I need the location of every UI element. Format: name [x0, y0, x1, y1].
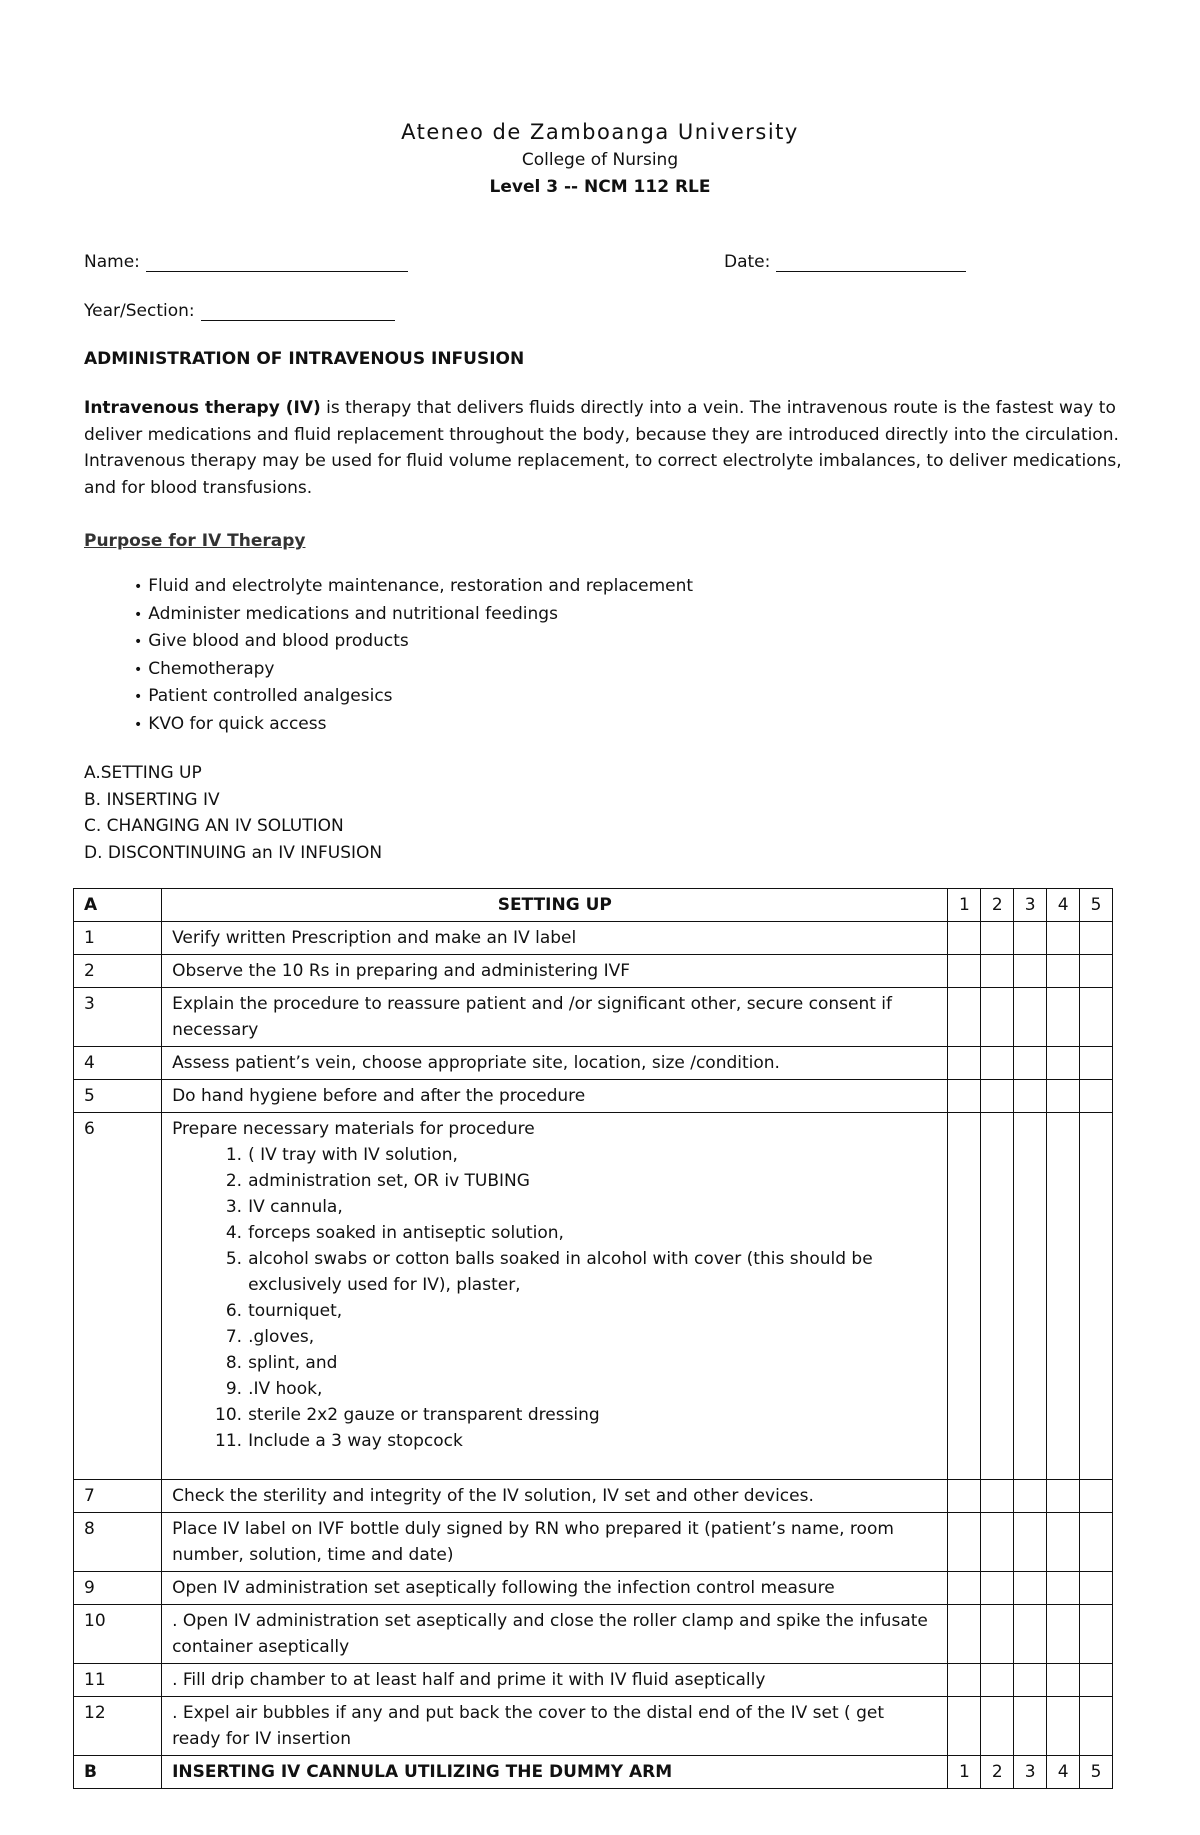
score-cell[interactable]: [1014, 1047, 1047, 1080]
score-cell[interactable]: [1080, 1480, 1113, 1513]
score-cell[interactable]: [1080, 922, 1113, 955]
table-row: [74, 1513, 1113, 1572]
material-item: [215, 1428, 937, 1454]
step-text-materials: [162, 1113, 948, 1480]
step-text: . Open IV administration set aseptically and close the roller clamp and spike the infusate container aseptically: [162, 1605, 948, 1664]
score-cell[interactable]: [1080, 1047, 1113, 1080]
step-text: Explain the procedure to reassure patient and /or significant other, secure consent if necessary: [162, 988, 948, 1047]
step-number: 2: [74, 955, 162, 988]
score-cell[interactable]: [1080, 988, 1113, 1047]
score-cell[interactable]: [981, 988, 1014, 1047]
score-cell[interactable]: [1014, 1113, 1047, 1480]
score-cell[interactable]: [981, 1513, 1014, 1572]
material-number: 2.: [225, 1171, 243, 1191]
intro-term: Intravenous therapy (IV): [84, 398, 321, 418]
step-number: 5: [74, 1080, 162, 1113]
year-section-field: [84, 301, 395, 321]
section-item: C. CHANGING AN IV SOLUTION: [84, 816, 344, 836]
score-header: 4: [1047, 1756, 1080, 1789]
table-row: [74, 1080, 1113, 1113]
table-row: [74, 1572, 1113, 1605]
score-cell[interactable]: [1080, 955, 1113, 988]
step-number: 11: [74, 1664, 162, 1697]
score-cell[interactable]: [1014, 1697, 1047, 1756]
material-number: 7.: [225, 1327, 243, 1347]
score-cell[interactable]: [1047, 1572, 1080, 1605]
score-cell[interactable]: [1014, 1480, 1047, 1513]
score-cell[interactable]: [1014, 1664, 1047, 1697]
score-header: 2: [981, 1756, 1014, 1789]
step-number: 4: [74, 1047, 162, 1080]
material-number: 8.: [225, 1353, 243, 1373]
score-cell[interactable]: [948, 1113, 981, 1480]
material-text: tourniquet,: [248, 1301, 343, 1321]
purpose-heading: Purpose for IV Therapy: [84, 531, 306, 551]
material-number: 1.: [225, 1145, 243, 1165]
score-cell[interactable]: [1080, 1572, 1113, 1605]
score-cell[interactable]: [948, 1697, 981, 1756]
score-cell[interactable]: [1047, 1113, 1080, 1480]
material-number: 9.: [225, 1379, 243, 1399]
score-cell[interactable]: [1047, 922, 1080, 955]
date-field: [724, 252, 966, 272]
checklist-table: [73, 888, 1113, 1789]
material-item: [225, 1350, 937, 1376]
score-cell[interactable]: [1047, 1697, 1080, 1756]
score-cell[interactable]: [1014, 1605, 1047, 1664]
score-cell[interactable]: [981, 1605, 1014, 1664]
score-cell[interactable]: [1014, 922, 1047, 955]
score-cell[interactable]: [1014, 1080, 1047, 1113]
intro-paragraph: [84, 395, 1124, 501]
name-field: [84, 252, 408, 272]
score-cell[interactable]: [1014, 988, 1047, 1047]
score-header: 1: [948, 1756, 981, 1789]
material-text: splint, and: [248, 1353, 338, 1373]
score-header: 3: [1014, 1756, 1047, 1789]
score-header: 4: [1047, 889, 1080, 922]
score-cell[interactable]: [981, 1664, 1014, 1697]
step-text: Assess patient’s vein, choose appropriate site, location, size /condition.: [162, 1047, 948, 1080]
step-number: 7: [74, 1480, 162, 1513]
table-row: [74, 922, 1113, 955]
score-cell[interactable]: [1047, 988, 1080, 1047]
material-number: 3.: [225, 1197, 243, 1217]
score-cell[interactable]: [981, 922, 1014, 955]
score-header: 3: [1014, 889, 1047, 922]
material-item: [225, 1220, 937, 1246]
section-letter: A: [74, 889, 162, 922]
material-number: 10.: [215, 1405, 243, 1425]
material-item: [225, 1324, 937, 1350]
score-cell[interactable]: [1047, 1080, 1080, 1113]
step-number: 8: [74, 1513, 162, 1572]
material-item: [225, 1298, 937, 1324]
material-item: [225, 1246, 937, 1298]
step-text: Verify written Prescription and make an IV label: [162, 922, 948, 955]
step-number: 3: [74, 988, 162, 1047]
step-text: . Expel air bubbles if any and put back the cover to the distal end of the IV set ( get ready for IV insertion: [162, 1697, 948, 1756]
material-text: Include a 3 way stopcock: [248, 1431, 463, 1451]
section-title: INSERTING IV CANNULA UTILIZING THE DUMMY ARM: [162, 1756, 948, 1789]
step-number: 12: [74, 1697, 162, 1756]
section-item: B. INSERTING IV: [84, 789, 220, 810]
score-header: 1: [948, 889, 981, 922]
table-row: [74, 955, 1113, 988]
score-cell[interactable]: [1014, 955, 1047, 988]
material-text: .IV hook,: [248, 1379, 323, 1399]
material-number: 5.: [225, 1249, 243, 1269]
score-cell[interactable]: [1080, 1605, 1113, 1664]
step-number: 10: [74, 1605, 162, 1664]
section-b-header-row: [74, 1756, 1113, 1789]
university-name: Ateneo de Zamboanga University: [401, 120, 799, 144]
intro-text: is therapy that delivers fluids directly into a vein. The intravenous route is the fastest way to deliver medications and fluid replacement throughout the body, because they are introduced directly into the circulation. Intravenous therapy may be used for fluid volume replacement, to correct electrolyte imbalances, to deliver medications, and for blood transfusions.: [84, 398, 1122, 498]
step-text: Do hand hygiene before and after the procedure: [162, 1080, 948, 1113]
score-cell[interactable]: [981, 1080, 1014, 1113]
score-cell[interactable]: [1014, 1572, 1047, 1605]
score-cell[interactable]: [981, 1480, 1014, 1513]
score-cell[interactable]: [1080, 1113, 1113, 1480]
purpose-item: • KVO for quick access: [134, 711, 693, 739]
section-a-header-row: [74, 889, 1113, 922]
score-cell[interactable]: [1080, 1664, 1113, 1697]
course-level: Level 3 -- NCM 112 RLE: [489, 177, 711, 197]
score-cell[interactable]: [948, 955, 981, 988]
purpose-item: • Administer medications and nutritional feedings: [134, 601, 693, 629]
material-number: 11.: [215, 1431, 243, 1451]
material-item: [215, 1402, 937, 1428]
table-row: [74, 1480, 1113, 1513]
purpose-item: • Fluid and electrolyte maintenance, restoration and replacement: [134, 573, 693, 601]
score-cell[interactable]: [981, 1572, 1014, 1605]
step-text: Open IV administration set aseptically following the infection control measure: [162, 1572, 948, 1605]
score-cell[interactable]: [981, 1047, 1014, 1080]
material-text: sterile 2x2 gauze or transparent dressing: [248, 1405, 600, 1425]
material-text: forceps soaked in antiseptic solution,: [248, 1223, 564, 1243]
score-cell[interactable]: [948, 1047, 981, 1080]
table-row: [74, 988, 1113, 1047]
score-cell[interactable]: [1080, 1513, 1113, 1572]
score-cell[interactable]: [1080, 1080, 1113, 1113]
section-item: D. DISCONTINUING an IV INFUSION: [84, 842, 383, 863]
step-number: 9: [74, 1572, 162, 1605]
score-cell[interactable]: [948, 1080, 981, 1113]
score-cell[interactable]: [1080, 1697, 1113, 1756]
section-list: [84, 760, 382, 866]
score-cell[interactable]: [1047, 1605, 1080, 1664]
material-number: 6.: [225, 1301, 243, 1321]
material-text: IV cannula,: [248, 1197, 343, 1217]
score-header: 5: [1080, 889, 1113, 922]
score-cell[interactable]: [1047, 955, 1080, 988]
material-item: [225, 1376, 937, 1402]
step-number: 1: [74, 922, 162, 955]
score-cell[interactable]: [948, 1572, 981, 1605]
purpose-item: • Give blood and blood products: [134, 628, 693, 656]
material-text: .gloves,: [248, 1327, 315, 1347]
score-cell[interactable]: [948, 1480, 981, 1513]
year-section-label: Year/Section:: [84, 301, 195, 321]
step-text: . Fill drip chamber to at least half and prime it with IV fluid aseptically: [162, 1664, 948, 1697]
score-header: 2: [981, 889, 1014, 922]
purpose-item: • Patient controlled analgesics: [134, 683, 693, 711]
table-row: [74, 1047, 1113, 1080]
score-header: 5: [1080, 1756, 1113, 1789]
step-number: 6: [74, 1113, 162, 1480]
name-label: Name:: [84, 252, 140, 272]
purpose-item: • Chemotherapy: [134, 656, 693, 684]
material-number: 4.: [225, 1223, 243, 1243]
college-name: College of Nursing: [521, 150, 679, 170]
score-cell[interactable]: [1014, 1513, 1047, 1572]
materials-list: [172, 1142, 937, 1454]
table-row: [74, 1664, 1113, 1697]
material-item: [225, 1194, 937, 1220]
material-text: alcohol swabs or cotton balls soaked in alcohol with cover (this should be exclusively used for IV), plaster,: [248, 1249, 873, 1295]
section-letter: B: [74, 1756, 162, 1789]
score-cell[interactable]: [1047, 1047, 1080, 1080]
step-text: Check the sterility and integrity of the IV solution, IV set and other devices.: [162, 1480, 948, 1513]
step-text: Observe the 10 Rs in preparing and administering IVF: [162, 955, 948, 988]
score-cell[interactable]: [948, 922, 981, 955]
section-title: SETTING UP: [162, 889, 948, 922]
score-cell[interactable]: [948, 988, 981, 1047]
purpose-list: [134, 573, 693, 738]
document-title: ADMINISTRATION OF INTRAVENOUS INFUSION: [84, 349, 525, 369]
score-cell[interactable]: [948, 1605, 981, 1664]
score-cell[interactable]: [1047, 1664, 1080, 1697]
date-blank-line[interactable]: [776, 253, 966, 272]
material-text: ( IV tray with IV solution,: [248, 1145, 458, 1165]
material-item: [225, 1168, 937, 1194]
material-text: administration set, OR iv TUBING: [248, 1171, 530, 1191]
table-row: [74, 1605, 1113, 1664]
score-cell[interactable]: [981, 1113, 1014, 1480]
year-section-blank-line[interactable]: [201, 302, 395, 321]
score-cell[interactable]: [1047, 1513, 1080, 1572]
score-cell[interactable]: [948, 1513, 981, 1572]
score-cell[interactable]: [1047, 1480, 1080, 1513]
table-row-materials: [74, 1113, 1113, 1480]
material-item: [225, 1142, 937, 1168]
step-text: Prepare necessary materials for procedure: [172, 1119, 535, 1139]
score-cell[interactable]: [981, 1697, 1014, 1756]
step-text: Place IV label on IVF bottle duly signed by RN who prepared it (patient’s name, room number, solution, time and date): [162, 1513, 948, 1572]
score-cell[interactable]: [981, 955, 1014, 988]
name-blank-line[interactable]: [146, 253, 408, 272]
section-item: A.SETTING UP: [84, 763, 202, 783]
table-row: [74, 1697, 1113, 1756]
date-label: Date:: [724, 252, 771, 272]
score-cell[interactable]: [948, 1664, 981, 1697]
